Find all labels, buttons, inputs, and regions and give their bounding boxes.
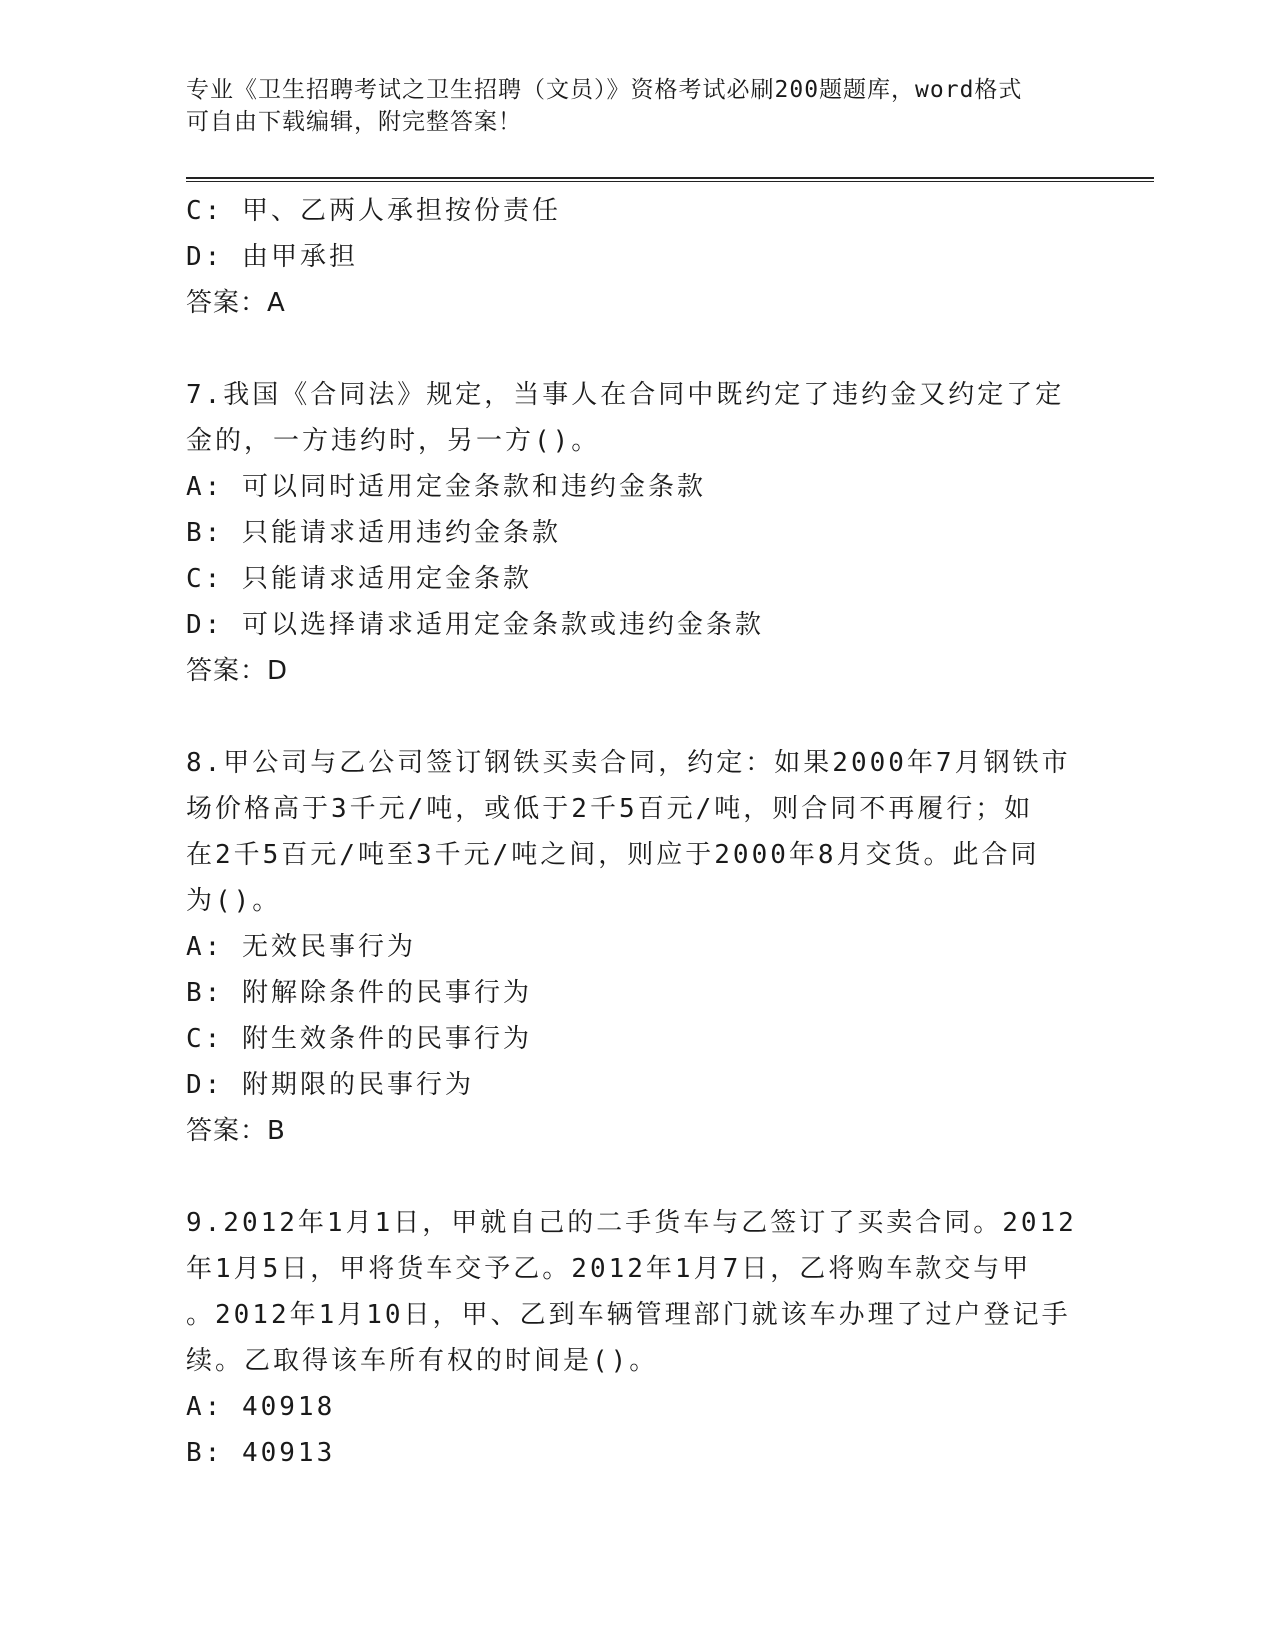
previous-question-tail	[186, 188, 1086, 326]
option-d: D: 附期限的民事行为	[186, 1070, 474, 1100]
question-text-line: 9.2012年1月1日，甲就自己的二手货车与乙签订了买卖合同。2012	[186, 1208, 1077, 1238]
answer-line: 答案：A	[186, 288, 286, 318]
answer-line: 答案：D	[186, 656, 289, 686]
option-a: A: 40918	[186, 1392, 336, 1422]
option-d: D: 由甲承担	[186, 242, 358, 272]
question-7	[186, 372, 1086, 694]
option-b: B: 附解除条件的民事行为	[186, 978, 532, 1008]
option-a: A: 可以同时适用定金条款和违约金条款	[186, 472, 706, 502]
option-a: A: 无效民事行为	[186, 932, 416, 962]
spacer	[186, 1154, 1086, 1200]
question-text-line: 8.甲公司与乙公司签订钢铁买卖合同，约定：如果2000年7月钢铁市	[186, 748, 1071, 778]
option-c: C: 只能请求适用定金条款	[186, 564, 532, 594]
page-header	[186, 74, 1086, 138]
spacer	[186, 694, 1086, 740]
header-title-line-1: 专业《卫生招聘考试之卫生招聘（文员）》资格考试必刷200题题库，word格式	[186, 77, 1023, 103]
question-text-line: 金的，一方违约时，另一方()。	[186, 426, 601, 456]
question-9	[186, 1200, 1086, 1476]
question-text-line: 在2千5百元/吨至3千元/吨之间，则应于2000年8月交货。此合同	[186, 840, 1040, 870]
spacer	[186, 326, 1086, 372]
answer-line: 答案：B	[186, 1116, 286, 1146]
option-c: C: 甲、乙两人承担按份责任	[186, 196, 561, 226]
option-b: B: 40913	[186, 1438, 336, 1468]
header-divider	[186, 177, 1154, 182]
question-text-line: 场价格高于3千元/吨，或低于2千5百元/吨，则合同不再履行；如	[186, 794, 1034, 824]
option-b: B: 只能请求适用违约金条款	[186, 518, 561, 548]
option-d: D: 可以选择请求适用定金条款或违约金条款	[186, 610, 764, 640]
option-c: C: 附生效条件的民事行为	[186, 1024, 532, 1054]
question-text-line: 年1月5日，甲将货车交予乙。2012年1月7日，乙将购车款交与甲	[186, 1254, 1032, 1284]
question-text-line: 为()。	[186, 886, 282, 916]
question-text-line: 7.我国《合同法》规定，当事人在合同中既约定了违约金又约定了定	[186, 380, 1065, 410]
question-text-line: 续。乙取得该车所有权的时间是()。	[186, 1346, 659, 1376]
question-text-line: 。2012年1月10日，甲、乙到车辆管理部门就该车办理了过户登记手	[186, 1300, 1071, 1330]
header-title-line-2: 可自由下载编辑，附完整答案！	[186, 109, 522, 135]
question-8	[186, 740, 1086, 1154]
question-content	[186, 188, 1086, 1476]
